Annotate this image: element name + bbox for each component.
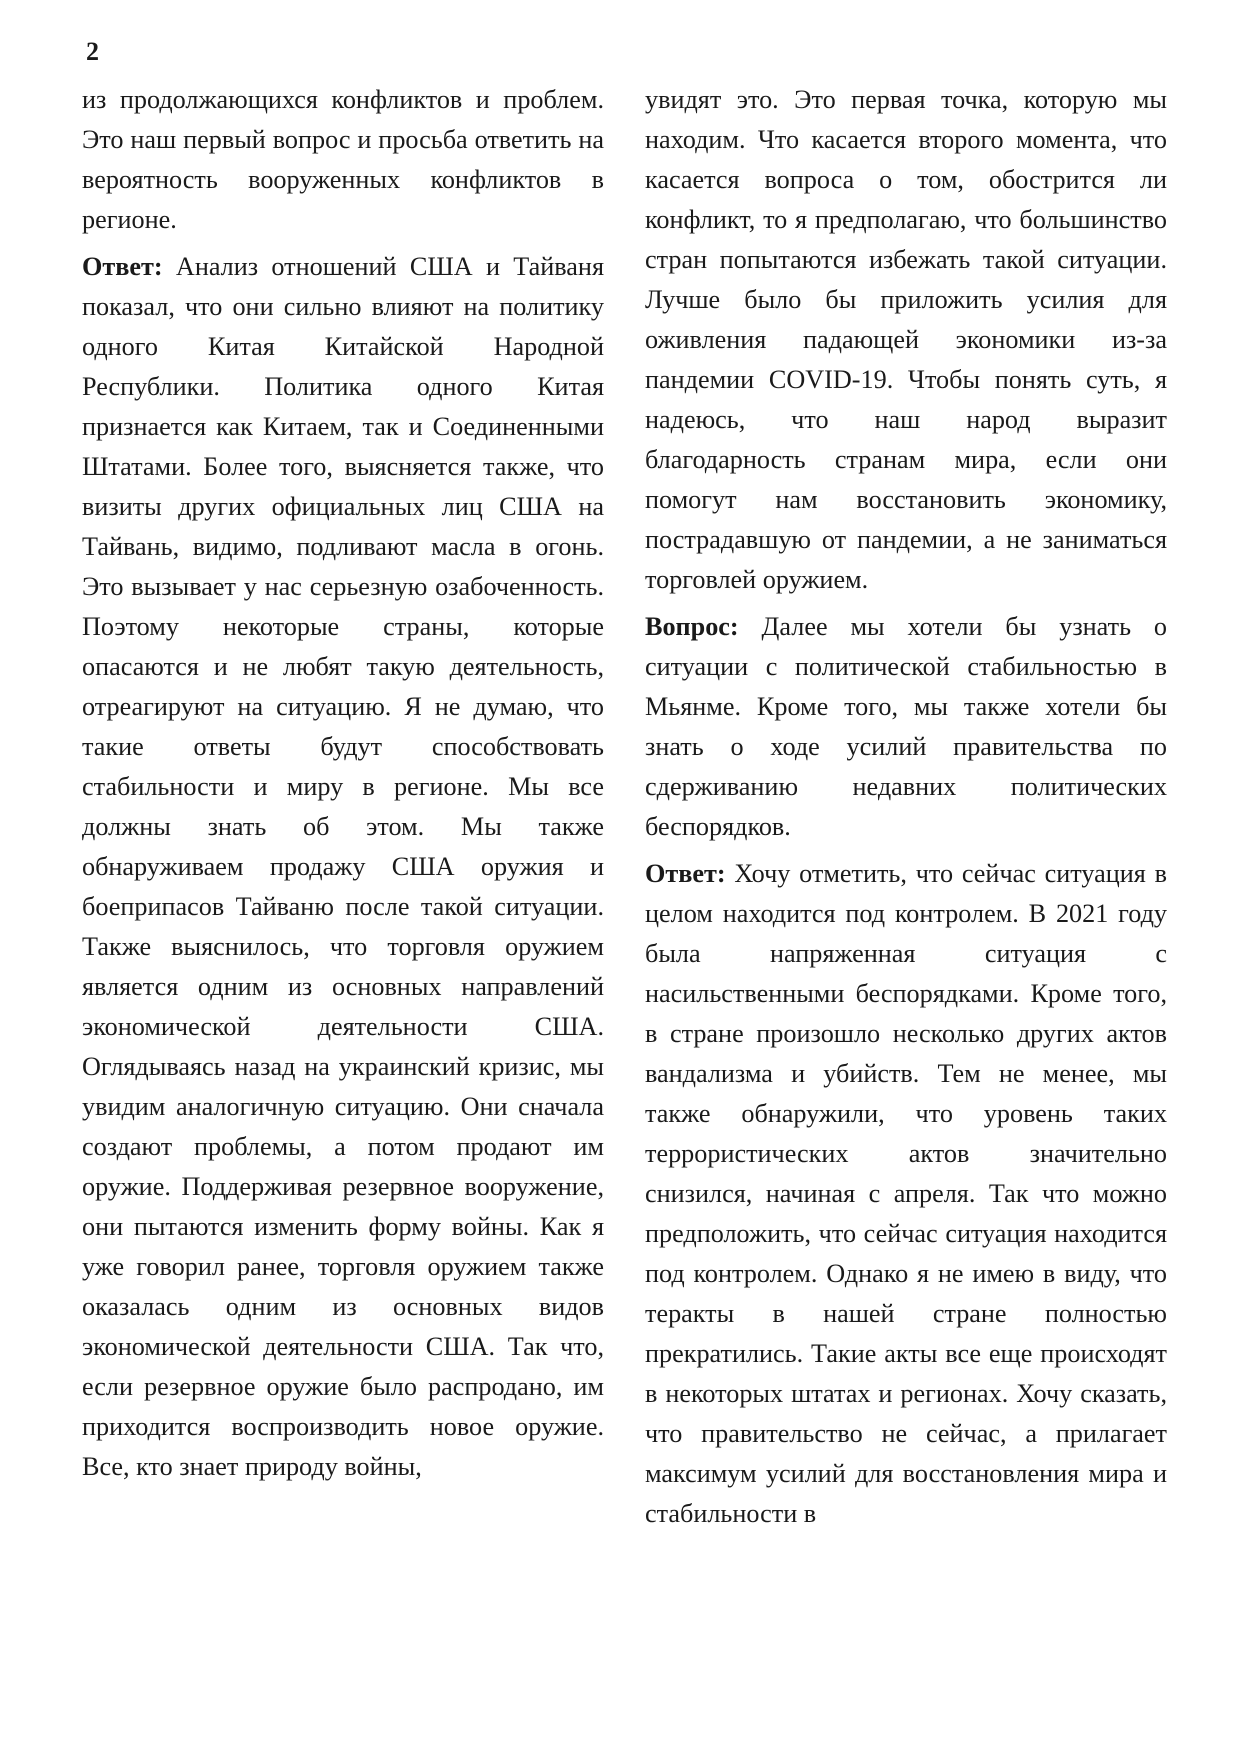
question-label: Вопрос: [645,612,739,641]
paragraph-text: из продолжающихся конфликтов и проблем. Это наш первый вопрос и просьба ответить на вероятность вооруженных конфликтов в регионе. [82,85,604,234]
paragraph-question-continuation [82,80,604,240]
right-column [645,80,1167,1541]
left-column [82,80,604,1494]
paragraph-text: Анализ отношений США и Тайваня показал, что они сильно влияют на политику одного Китая Китайской Народной Республики. Политика одного Китая признается как Китаем, так и Соединенными Штатами. Более того, выясняется также, что визиты других официальных лиц США на Тайвань, видимо, подливают масла в огонь. Это вызывает у нас серьезную озабоченность. Поэтому некоторые страны, которые опасаются и не любят такую деятельность, отреагируют на ситуацию. Я не думаю, что такие ответы будут способствовать стабильности и миру в регионе. Мы все должны знать об этом. Мы также обнаруживаем продажу США оружия и боеприпасов Тайваню после такой ситуации. Также выяснилось, что торговля оружием является одним из основных направлений экономической деятельности США. Оглядываясь назад на украинский кризис, мы увидим аналогичную ситуацию. Они сначала создают проблемы, а потом продают им оружие. Поддерживая резервное вооружение, они пытаются изменить форму войны. Как я уже говорил ранее, торговля оружием также оказалась одним из основных видов экономической деятельности США. Так что, если резервное оружие было распродано, им приходится воспроизводить новое оружие. Все, кто знает природу войны, [82,252,604,1481]
answer-label: Ответ: [645,859,726,888]
paragraph-answer [82,247,604,1487]
paragraph-text: увидят это. Это первая точка, которую мы находим. Что касается второго момента, что касается вопроса о том, обострится ли конфликт, то я предполагаю, что большинство стран попытаются избежать такой ситуации. Лучше было бы приложить усилия для оживления падающей экономики из-за пандемии COVID-19. Чтобы понять суть, я надеюсь, что наш народ выразит благодарность странам мира, если они помогут нам восстановить экономику, пострадавшую от пандемии, а не заниматься торговлей оружием. [645,85,1167,594]
paragraph-answer [645,854,1167,1534]
paragraph-text: Далее мы хотели бы узнать о ситуации с политической стабильностью в Мьянме. Кроме того, мы также хотели бы знать о ходе усилий правительства по сдерживанию недавних политических беспорядков. [645,612,1167,841]
paragraph-answer-continuation [645,80,1167,600]
page-number: 2 [86,37,99,66]
answer-label: Ответ: [82,252,163,281]
paragraph-question [645,607,1167,847]
paragraph-text: Хочу отметить, что сейчас ситуация в целом находится под контролем. В 2021 году была напряженная ситуация с насильственными беспорядками. Кроме того, в стране произошло несколько других актов вандализма и убийств. Тем не менее, мы также обнаружили, что уровень таких террористических актов значительно снизился, начиная с апреля. Так что можно предположить, что сейчас ситуация находится под контролем. Однако я не имею в виду, что теракты в нашей стране полностью прекратились. Такие акты все еще происходят в некоторых штатах и регионах. Хочу сказать, что правительство не сейчас, а прилагает максимум усилий для восстановления мира и стабильности в [645,859,1167,1528]
